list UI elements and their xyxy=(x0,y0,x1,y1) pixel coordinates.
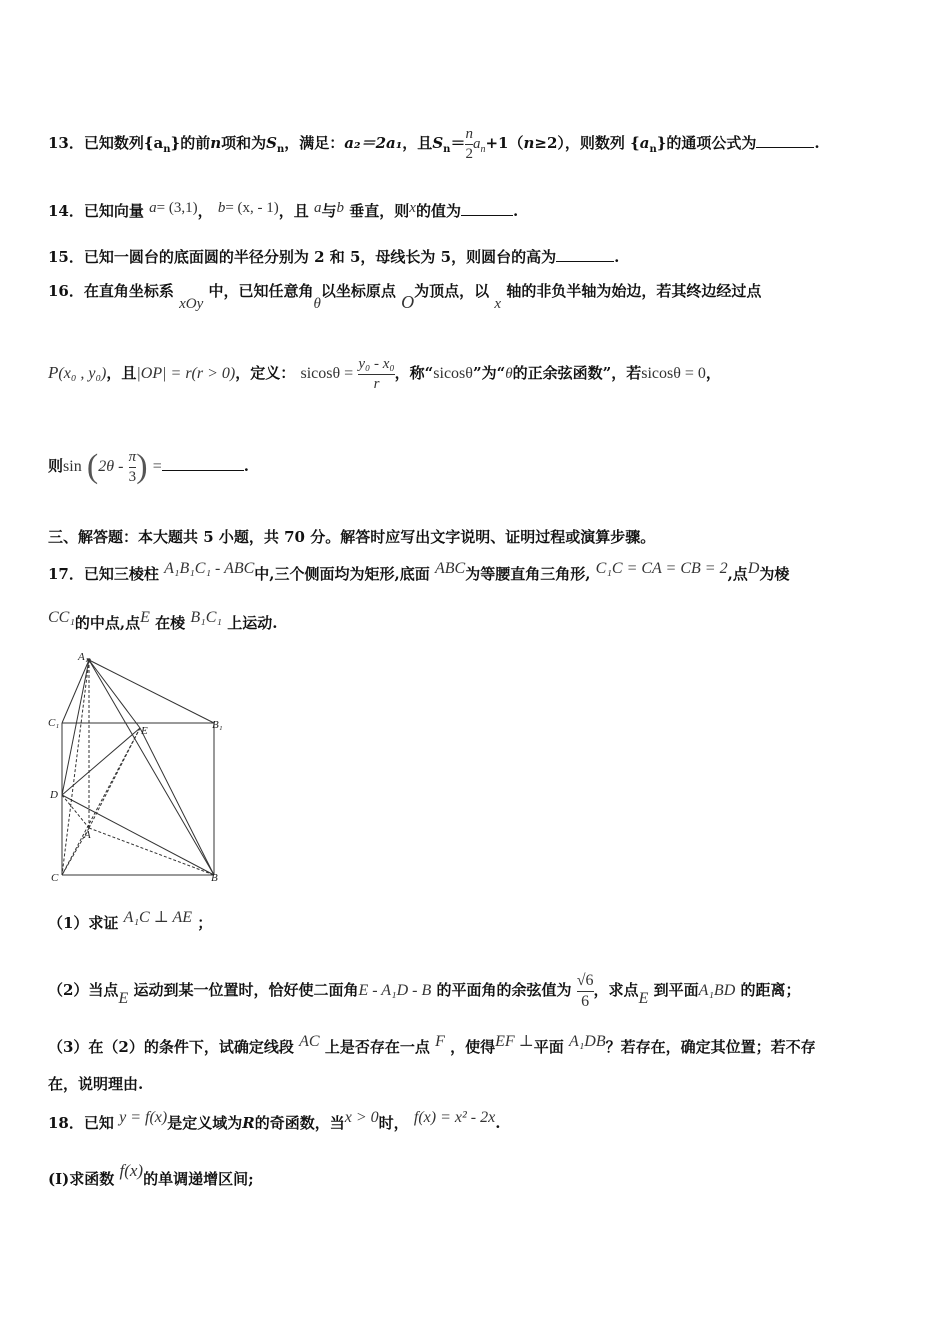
q15-answer-blank[interactable] xyxy=(556,261,614,262)
q17-p1-label: （1）求证 xyxy=(48,914,119,932)
q17-p1-end: ； xyxy=(197,914,213,932)
q16-sin: sin xyxy=(63,458,82,475)
q14-b2: b xyxy=(336,200,345,216)
q14-comma: ， xyxy=(197,202,213,220)
q18-def: f(x) = x² - 2x xyxy=(413,1109,496,1126)
q16-sicos2: sicosθ xyxy=(433,365,473,382)
edge-d-a xyxy=(62,795,89,828)
q16-eq: = xyxy=(152,458,162,475)
prism-figure xyxy=(44,648,230,888)
q16-lparen: ( xyxy=(86,448,99,485)
q13-fraction: $\frac{n}{2}$ xyxy=(465,126,473,162)
q16-text7: ，定义： xyxy=(235,364,296,382)
q18-text4: 时， xyxy=(378,1114,409,1132)
q17-p3-ef: EF ⊥ xyxy=(495,1033,534,1050)
q17-p3-F: F xyxy=(435,1033,445,1050)
q16-xoy: xOy xyxy=(179,296,204,312)
label-b1: B₁ xyxy=(212,719,223,731)
q17-text4: ,点 xyxy=(727,565,748,583)
q14-number: 14． xyxy=(48,202,84,220)
question-13 xyxy=(48,126,820,162)
q16-O: O xyxy=(401,292,415,312)
q13-number: 13． xyxy=(48,134,84,152)
q17-p2-text5: 的距离； xyxy=(740,981,801,1000)
q17-prism: A₁B₁C₁ - ABC xyxy=(164,560,255,577)
q14-answer-blank[interactable] xyxy=(461,215,513,216)
q16-theta: θ xyxy=(313,296,321,312)
q18-text2: 是定义域为 xyxy=(167,1114,243,1132)
q16-text5: 轴的非负半轴为始边，若其终边经过点 xyxy=(506,282,762,300)
q17-p2-label: （2）当点 xyxy=(48,981,119,1000)
q17-cc1: CC₁ xyxy=(48,609,75,626)
q16-theta2: θ xyxy=(505,366,513,382)
q14-a2: a xyxy=(314,200,322,216)
q13-S2: S xyxy=(432,134,444,152)
q16-text9: ”为“ xyxy=(472,364,506,382)
label-c: C xyxy=(51,872,59,884)
q16-then: 则 xyxy=(48,457,64,475)
q18-cond: x > 0 xyxy=(344,1109,379,1126)
q13-n: n xyxy=(210,134,222,152)
q14-text5: 的值为 xyxy=(415,202,461,220)
q16-text6: ，且 xyxy=(106,364,137,382)
label-c1: C₁ xyxy=(48,717,60,729)
q13-answer-blank[interactable] xyxy=(756,147,814,148)
q18-R: R xyxy=(242,1114,255,1132)
q13-eq1: a₂＝2a₁ xyxy=(344,134,403,152)
q17-p3-text2: ，使得 xyxy=(450,1038,496,1056)
question-18-part1 xyxy=(48,1161,254,1189)
q18-fx: y = f(x) xyxy=(119,1109,168,1126)
q13-S-sub: n xyxy=(276,144,285,155)
q17-text: 已知三棱柱 xyxy=(83,565,159,583)
q16-sicos-def: sicosθ = xyxy=(300,365,354,382)
q17-p3-ac: AC xyxy=(299,1033,320,1050)
q17-b1c1: B₁C₁ xyxy=(190,609,222,626)
q17-p2-angle: E - A₁D - B xyxy=(358,982,432,1000)
q13-an-sub: n xyxy=(649,144,657,155)
q16-answer-blank[interactable] xyxy=(162,470,244,471)
q16-x: x xyxy=(494,296,502,312)
q17-p2-plane: A₁BD xyxy=(698,982,736,1000)
q16-text2: 中，已知任意角 xyxy=(208,282,314,300)
q17-p3-text5: 在，说明理由. xyxy=(48,1075,144,1093)
edge-a1-e xyxy=(89,660,140,728)
q17-p2-text4: 到平面 xyxy=(653,981,699,1000)
q16-text10: 的正余弦函数”，若 xyxy=(512,364,642,382)
q15-text: 15．已知一圆台的底面圆的半径分别为 2 和 5，母线长为 5，则圆台的高为 xyxy=(48,248,557,266)
q17-p2-E2: E xyxy=(638,990,649,1008)
q18-text3: 的奇函数，当 xyxy=(254,1114,345,1132)
q15-end: . xyxy=(614,248,620,266)
q17-p3-text3: 平面 xyxy=(533,1038,564,1056)
q17-text5: 为棱 xyxy=(759,565,790,583)
q16-number: 16． xyxy=(48,282,84,300)
q13-text2: 的前 xyxy=(180,134,211,152)
section-3-title: 三、解答题：本大题共 5 小题，共 70 分。解答时应写出文字说明、证明过程或演算步骤。 xyxy=(48,528,656,546)
q13-plus1: +1（ xyxy=(485,134,524,152)
question-17-part1 xyxy=(48,909,213,933)
question-15 xyxy=(48,246,619,267)
q17-p2-fraction: $\frac{√6}{6}$ xyxy=(576,972,594,1010)
q17-p3-text: 上是否存在一点 xyxy=(324,1038,430,1056)
q16-P: P xyxy=(48,363,59,382)
q13-an: a xyxy=(639,134,650,152)
q16-end: . xyxy=(243,457,250,475)
q17-text3: 为等腰直角三角形, xyxy=(465,565,591,583)
q13-ncond: n xyxy=(523,134,535,152)
q16-rparen: ) xyxy=(136,448,148,485)
q13-S: S xyxy=(266,134,277,152)
q17-text7: 在棱 xyxy=(155,614,186,632)
q14-vector-a-value: = (3,1) xyxy=(156,200,198,216)
q13-a: $a_n$ xyxy=(472,136,486,155)
q14-vector-b: b xyxy=(217,200,226,216)
q13-text6: }的通项公式为 xyxy=(656,134,757,152)
q13-text3: 项和为 xyxy=(221,134,267,152)
q14-x: x xyxy=(409,200,416,216)
q16-text8: ，称“ xyxy=(394,364,434,382)
question-17-part3-line2 xyxy=(48,1073,143,1094)
q17-p3-plane: A₁DB xyxy=(568,1033,606,1050)
question-16-line2 xyxy=(48,356,721,392)
edge-a1-b xyxy=(89,660,214,875)
question-17-part2 xyxy=(48,972,801,1010)
label-d: D xyxy=(50,789,58,801)
edge-e-b xyxy=(140,728,214,875)
q18-p1-f: f(x) xyxy=(119,1161,144,1180)
q13-text4: ，满足： xyxy=(284,134,345,152)
q18-text: 已知 xyxy=(83,1114,114,1132)
q13-S2-sub: n xyxy=(443,144,451,155)
label-e: E xyxy=(141,725,148,737)
q17-number: 17． xyxy=(48,565,84,583)
q14-text2: ，且 xyxy=(278,202,309,220)
q17-E: E xyxy=(140,609,150,626)
q18-p1-label: (Ⅰ) xyxy=(48,1170,70,1188)
q17-p3-label: （3）在（2）的条件下，试确定线段 xyxy=(48,1038,294,1056)
q14-vector-a: a xyxy=(149,200,157,216)
q13-eq2: ＝ xyxy=(450,134,466,152)
q17-p2-text2: 的平面角的余弦值为 xyxy=(436,981,572,1000)
q13-end: . xyxy=(814,134,820,152)
q18-p1-text2: 的单调递增区间; xyxy=(143,1170,254,1188)
q13-seq: $\{a_n\}$ xyxy=(143,134,181,155)
q17-D: D xyxy=(747,560,760,577)
q16-P-coords: (x₀ , y₀) xyxy=(58,365,107,382)
edge-a-b xyxy=(89,828,214,875)
q17-p2-text: 运动到某一位置时，恰好使二面角 xyxy=(133,981,359,1000)
q16-fraction: $\frac{\text{y₀ - x₀}}{r}$ xyxy=(358,356,395,392)
question-16-line3 xyxy=(48,448,249,486)
q13-text5: ，且 xyxy=(402,134,433,152)
question-17-part3 xyxy=(48,1033,816,1057)
question-16 xyxy=(48,280,762,312)
q13-text: 已知数列 xyxy=(83,134,144,152)
q17-p1-expr: A₁C ⊥ AE xyxy=(123,909,192,926)
q16-sicos3: sicosθ = 0 xyxy=(641,365,706,382)
q17-p2-E: E xyxy=(118,990,129,1008)
q17-eq: C₁C = CA = CB = 2 xyxy=(595,560,728,577)
q16-text: 在直角坐标系 xyxy=(83,282,174,300)
q18-p1-text: 求函数 xyxy=(69,1170,115,1188)
label-a: A xyxy=(84,829,91,841)
q16-text4: 为顶点，以 xyxy=(414,282,490,300)
q14-text4: 垂直，则 xyxy=(349,202,410,220)
q17-p2-text3: ，求点 xyxy=(593,981,639,1000)
q17-text6: 的中点,点 xyxy=(74,614,141,632)
question-17-line2 xyxy=(48,609,278,633)
q17-text8: 上运动. xyxy=(227,614,278,632)
q16-pi-fraction: $\frac{\pi}{3}$ xyxy=(128,449,137,485)
label-a1: A₁ xyxy=(78,651,89,663)
q18-end: . xyxy=(495,1114,501,1132)
q14-vector-b-value: = (x, - 1) xyxy=(225,200,279,216)
q14-text: 已知向量 xyxy=(83,202,144,220)
q16-text11: ， xyxy=(705,364,721,382)
q17-abc: ABC xyxy=(434,560,466,577)
q14-end: . xyxy=(512,202,519,220)
question-14 xyxy=(48,200,518,221)
q16-OP: |OP| = r(r > 0) xyxy=(136,365,236,382)
q16-sin-arg: 2θ - xyxy=(98,458,124,475)
question-18 xyxy=(48,1109,501,1133)
q13-ge2: ≥2），则数列 { xyxy=(534,134,640,152)
q16-text3: 以坐标原点 xyxy=(320,282,396,300)
q17-text2: 中,三个侧面均为矩形,底面 xyxy=(254,565,430,583)
label-b: B xyxy=(211,872,218,884)
q14-text3: 与 xyxy=(321,202,337,220)
q17-p3-text4: ？若存在，确定其位置；若不存 xyxy=(605,1038,816,1056)
q18-number: 18． xyxy=(48,1114,84,1132)
question-17 xyxy=(48,560,790,584)
